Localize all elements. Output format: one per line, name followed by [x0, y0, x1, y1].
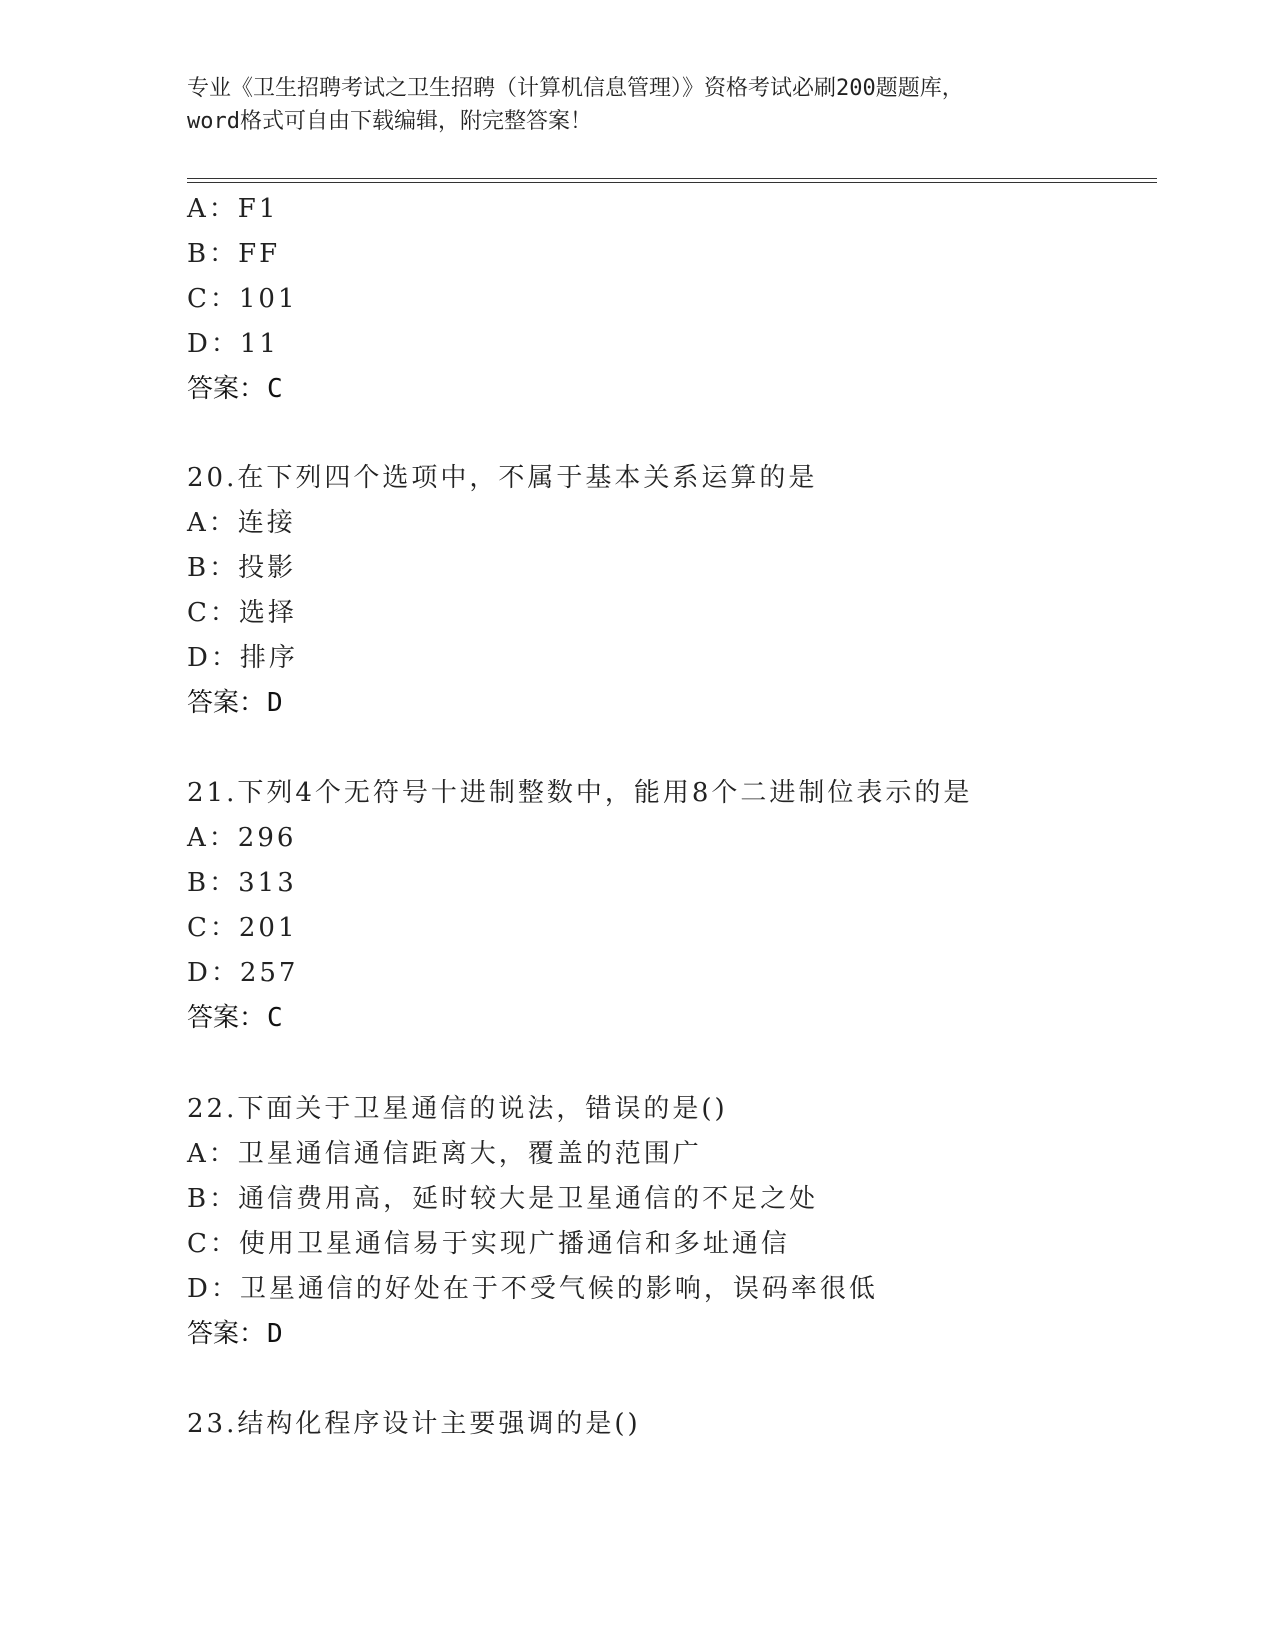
q20-option-c: C：选择	[187, 598, 297, 628]
q22-option-c: C：使用卫星通信易于实现广播通信和多址通信	[187, 1229, 790, 1259]
q19-option-b: B：FF	[187, 239, 281, 269]
q23-question: 23.结构化程序设计主要强调的是()	[187, 1409, 641, 1439]
q22-option-b: B：通信费用高，延时较大是卫星通信的不足之处	[187, 1184, 819, 1214]
q21-option-a: A：296	[187, 823, 297, 853]
q21-question: 21.下列4个无符号十进制整数中，能用8个二进制位表示的是	[187, 778, 973, 808]
header-line-2: word格式可自由下载编辑，附完整答案！	[187, 109, 592, 134]
document-header	[187, 72, 1087, 138]
q19-option-c: C：101	[187, 284, 298, 314]
q20-option-a: A：连接	[187, 508, 296, 538]
header-divider-bottom	[187, 182, 1157, 183]
q21-answer-value: C	[267, 1003, 283, 1033]
q19-option-a: A：F1	[187, 194, 279, 224]
q19-answer	[187, 373, 283, 405]
header-divider-top	[187, 178, 1157, 179]
q22-answer	[187, 1318, 283, 1350]
q20-option-d: D：排序	[187, 643, 298, 673]
q22-answer-value: D	[267, 1319, 283, 1349]
q19-option-d: D：11	[187, 329, 279, 359]
q20-option-b: B：投影	[187, 553, 297, 583]
q22-option-d: D：卫星通信的好处在于不受气候的影响，误码率很低	[187, 1274, 878, 1304]
q19-answer-value: C	[267, 374, 283, 404]
q21-option-b: B：313	[187, 868, 297, 898]
q20-question: 20.在下列四个选项中，不属于基本关系运算的是	[187, 463, 818, 493]
q21-option-c: C：201	[187, 913, 298, 943]
q22-answer-label: 答案：	[187, 1319, 266, 1349]
q20-answer	[187, 687, 283, 719]
header-line-1: 专业《卫生招聘考试之卫生招聘（计算机信息管理）》资格考试必刷200题题库，	[187, 76, 964, 101]
q19-answer-label: 答案：	[187, 374, 266, 404]
q21-answer	[187, 1002, 283, 1034]
q22-question: 22.下面关于卫星通信的说法，错误的是()	[187, 1094, 728, 1124]
q20-answer-value: D	[267, 688, 283, 718]
q20-answer-label: 答案：	[187, 688, 266, 718]
q22-option-a: A：卫星通信通信距离大，覆盖的范围广	[187, 1139, 702, 1169]
q21-option-d: D：257	[187, 958, 299, 988]
q21-answer-label: 答案：	[187, 1003, 266, 1033]
